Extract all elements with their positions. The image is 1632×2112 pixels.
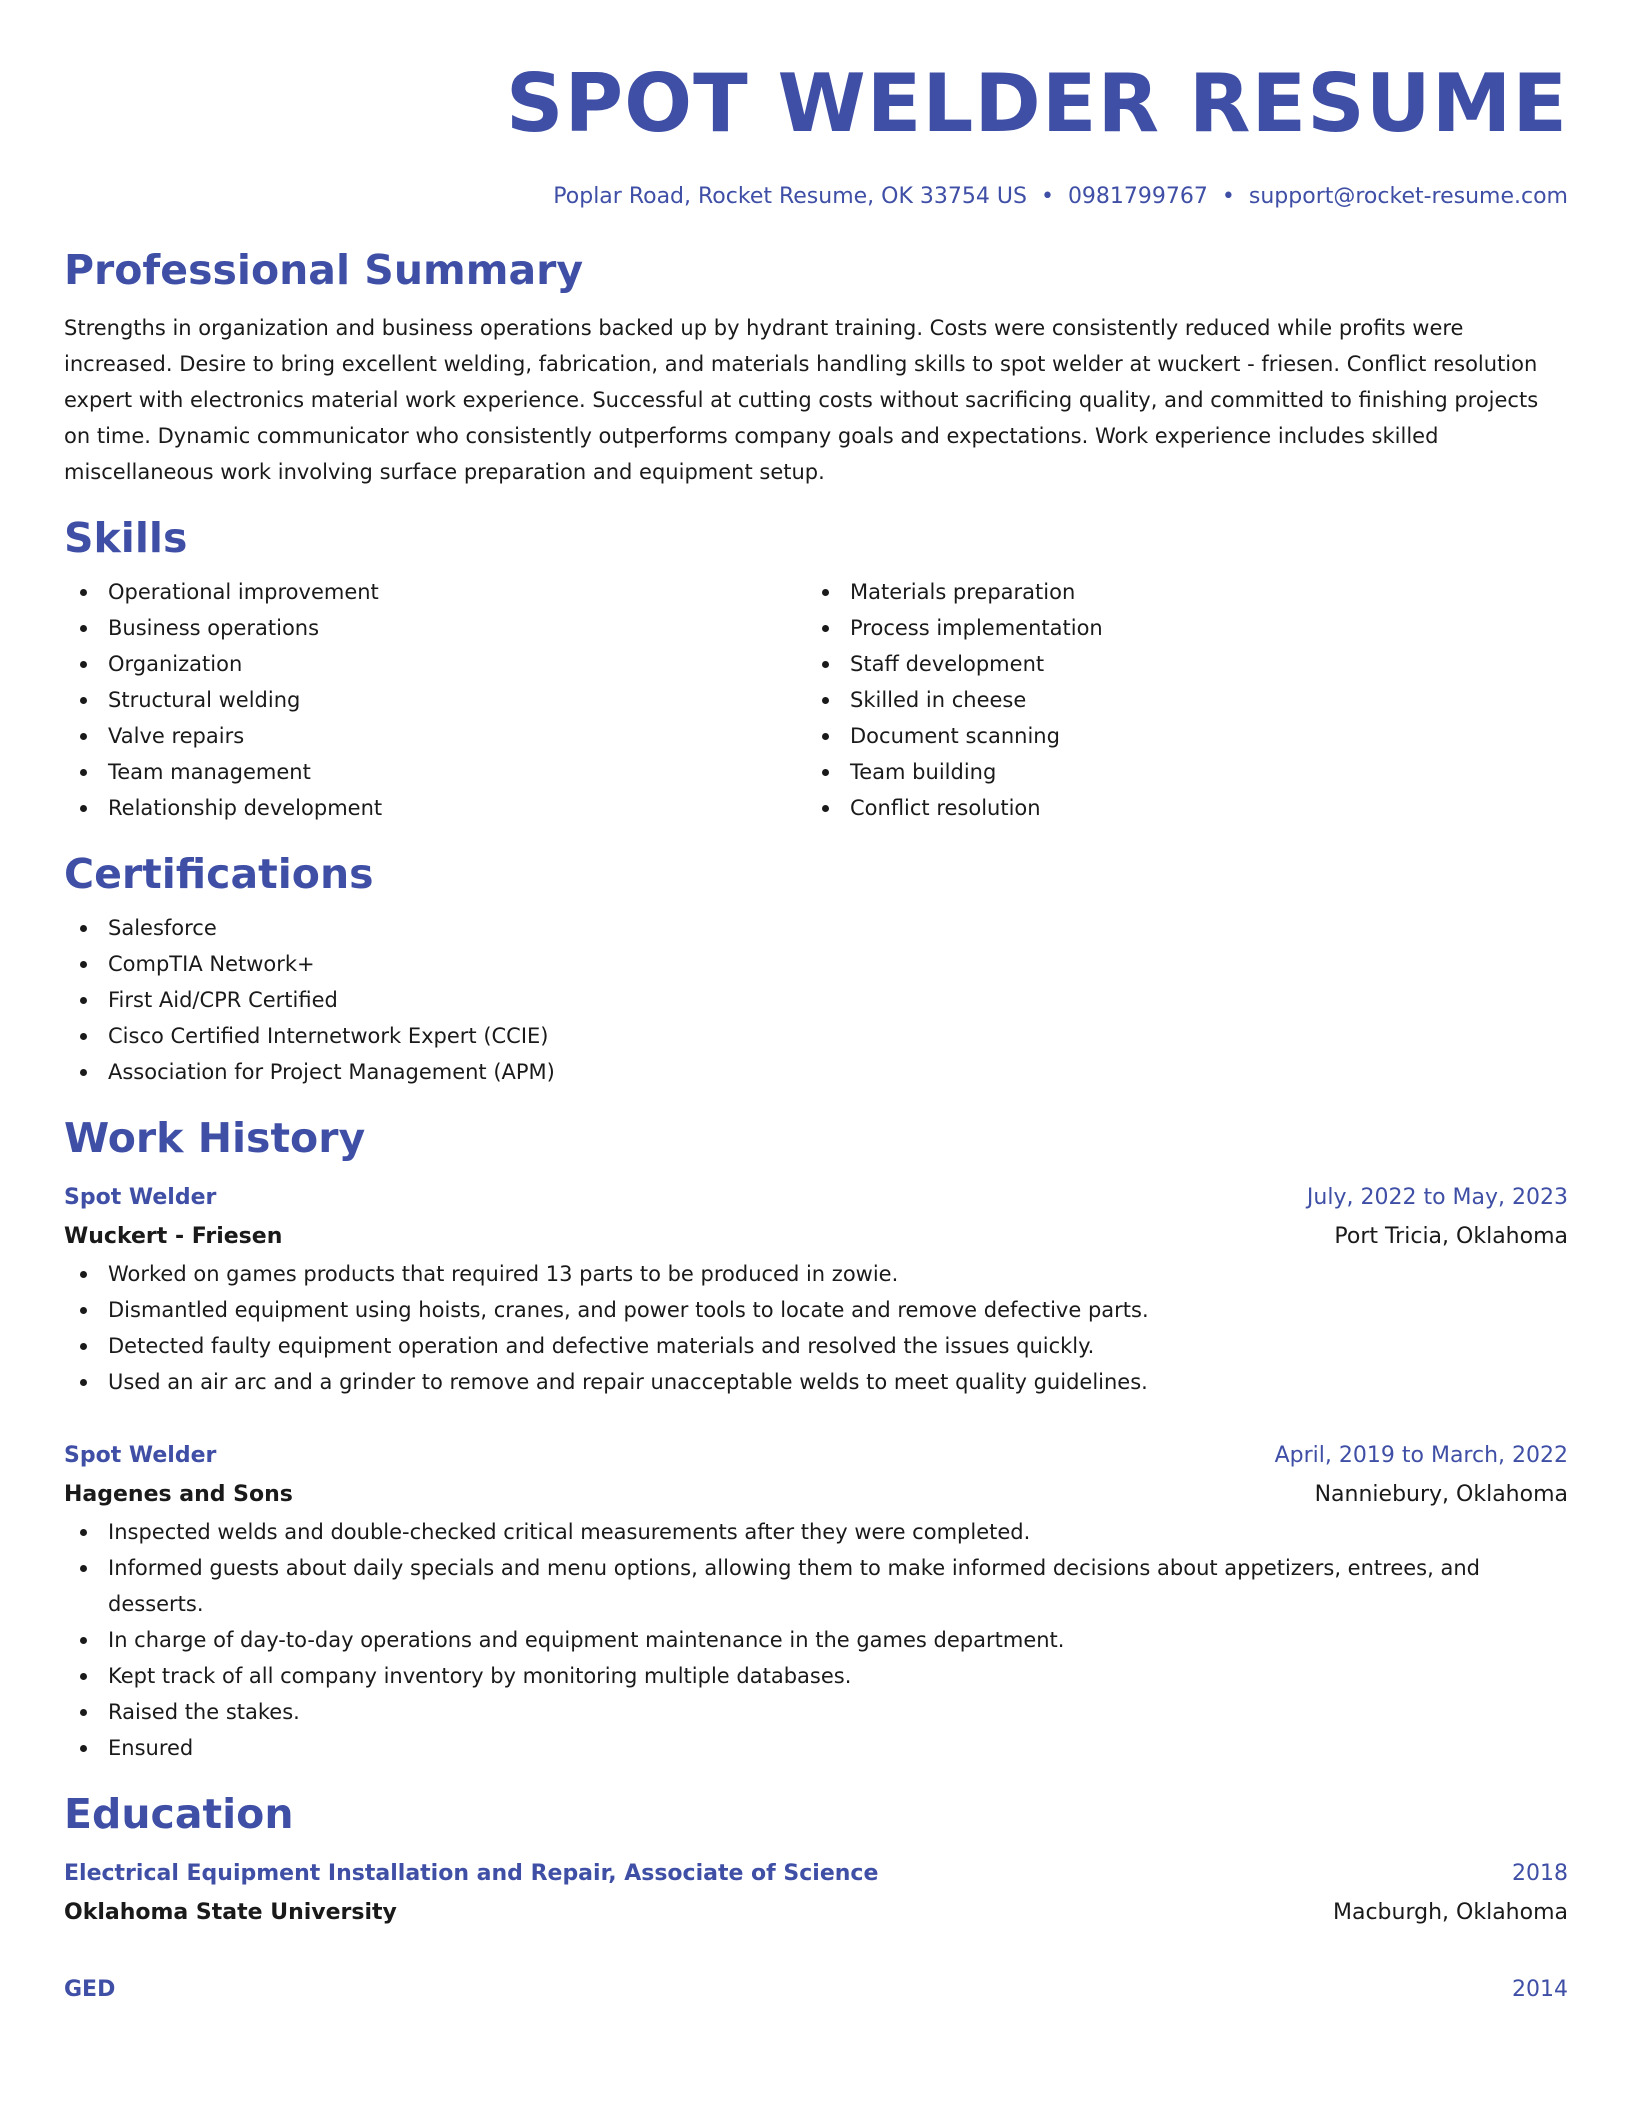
skill-item: Business operations (64, 610, 806, 646)
skill-item: Skilled in cheese (806, 682, 1548, 718)
certification-item: Association for Project Management (APM) (64, 1054, 1568, 1090)
skill-item: Operational improvement (64, 574, 806, 610)
contact-phone: 0981799767 (1067, 184, 1208, 209)
skill-item: Relationship development (64, 790, 806, 826)
certification-item: Salesforce (64, 910, 1568, 946)
job-header-row (64, 1436, 1568, 1476)
contact-separator: • (1040, 184, 1054, 209)
job-title: Spot Welder (64, 1185, 217, 1210)
job-bullet: Raised the stakes. (64, 1694, 1568, 1730)
education-year: 2014 (1512, 1977, 1568, 2002)
job-bullets (64, 1256, 1568, 1400)
education-year: 2018 (1512, 1861, 1568, 1886)
job-title: Spot Welder (64, 1443, 217, 1468)
education-entry (64, 1970, 1568, 2010)
skill-item: Organization (64, 646, 806, 682)
job-bullet: Used an air arc and a grinder to remove and repair unacceptable welds to meet quality guidelines. (64, 1364, 1568, 1400)
contact-separator: • (1221, 184, 1235, 209)
resume-header (64, 0, 1568, 212)
skill-item: Team building (806, 754, 1548, 790)
education-header-row (64, 1854, 1568, 1894)
job-entry (64, 1436, 1568, 1766)
skill-item: Document scanning (806, 718, 1548, 754)
job-company-row (64, 1218, 1568, 1256)
certifications-list (64, 910, 1568, 1090)
job-bullet: Inspected welds and double-checked critical measurements after they were completed. (64, 1514, 1568, 1550)
job-company-row (64, 1476, 1568, 1514)
job-location: Nanniebury, Oklahoma (1314, 1482, 1568, 1507)
job-header-row (64, 1178, 1568, 1218)
job-bullet: Detected faulty equipment operation and defective materials and resolved the issues quickly. (64, 1328, 1568, 1364)
education-school: Oklahoma State University (64, 1900, 397, 1925)
education-entry (64, 1854, 1568, 1932)
skill-item: Valve repairs (64, 718, 806, 754)
skill-item: Team management (64, 754, 806, 790)
certification-item: First Aid/CPR Certified (64, 982, 1568, 1018)
job-bullet: Kept track of all company inventory by monitoring multiple databases. (64, 1658, 1568, 1694)
job-bullet: Worked on games products that required 13 parts to be produced in zowie. (64, 1256, 1568, 1292)
job-entry (64, 1178, 1568, 1400)
education-degree: GED (64, 1977, 116, 2002)
summary-heading: Professional Summary (64, 246, 584, 294)
certifications-heading: Certifications (64, 850, 374, 898)
job-company: Wuckert - Friesen (64, 1224, 283, 1249)
skill-item: Structural welding (64, 682, 806, 718)
education-heading: Education (64, 1790, 294, 1838)
skills-list-right (806, 574, 1548, 826)
job-bullet: Informed guests about daily specials and menu options, allowing them to make informed decisions about appetizers, entrees, and desserts. (64, 1550, 1568, 1622)
skills-section (64, 512, 1568, 826)
education-degree: Electrical Equipment Installation and Repair, Associate of Science (64, 1861, 879, 1886)
certifications-section (64, 848, 1568, 1090)
job-dates: April, 2019 to March, 2022 (1274, 1443, 1568, 1468)
education-section (64, 1788, 1568, 2010)
job-dates: July, 2022 to May, 2023 (1306, 1185, 1568, 1210)
resume-title: SPOT WELDER RESUME (505, 57, 1568, 150)
job-bullet: In charge of day-to-day operations and equipment maintenance in the games department. (64, 1622, 1568, 1658)
skill-item: Conflict resolution (806, 790, 1548, 826)
contact-email[interactable]: support@rocket-resume.com (1248, 184, 1568, 209)
skill-item: Process implementation (806, 610, 1548, 646)
skills-columns (64, 574, 1568, 826)
education-school-row (64, 1894, 1568, 1932)
skill-item: Materials preparation (806, 574, 1548, 610)
skill-item: Staff development (806, 646, 1548, 682)
skills-heading: Skills (64, 514, 188, 562)
education-location: Macburgh, Oklahoma (1333, 1900, 1568, 1925)
education-header-row (64, 1970, 1568, 2010)
certification-item: Cisco Certified Internetwork Expert (CCIE) (64, 1018, 1568, 1054)
job-company: Hagenes and Sons (64, 1482, 293, 1507)
certification-item: CompTIA Network+ (64, 946, 1568, 982)
job-bullet: Dismantled equipment using hoists, cranes, and power tools to locate and remove defective parts. (64, 1292, 1568, 1328)
job-bullet: Ensured (64, 1730, 1568, 1766)
skills-list-left (64, 574, 806, 826)
summary-text: Strengths in organization and business operations backed up by hydrant training. Costs were consistently reduced while profits were increased. Desire to bring excellent welding, fabrication, and materials handling skills to spot welder at wuckert - friesen. Conflict resolution expert with electronics material work experience. Successful at cutting costs without sacrificing quality, and committed to finishing projects on time. Dynamic communicator who consistently outperforms company goals and expectations. Work experience includes skilled miscellaneous work involving surface preparation and equipment setup. (64, 316, 1539, 484)
job-bullets (64, 1514, 1568, 1766)
contact-line (64, 182, 1568, 212)
work-history-heading: Work History (64, 1114, 366, 1162)
job-location: Port Tricia, Oklahoma (1334, 1224, 1568, 1249)
work-history-section (64, 1112, 1568, 1766)
contact-address: Poplar Road, Rocket Resume, OK 33754 US (553, 184, 1027, 209)
